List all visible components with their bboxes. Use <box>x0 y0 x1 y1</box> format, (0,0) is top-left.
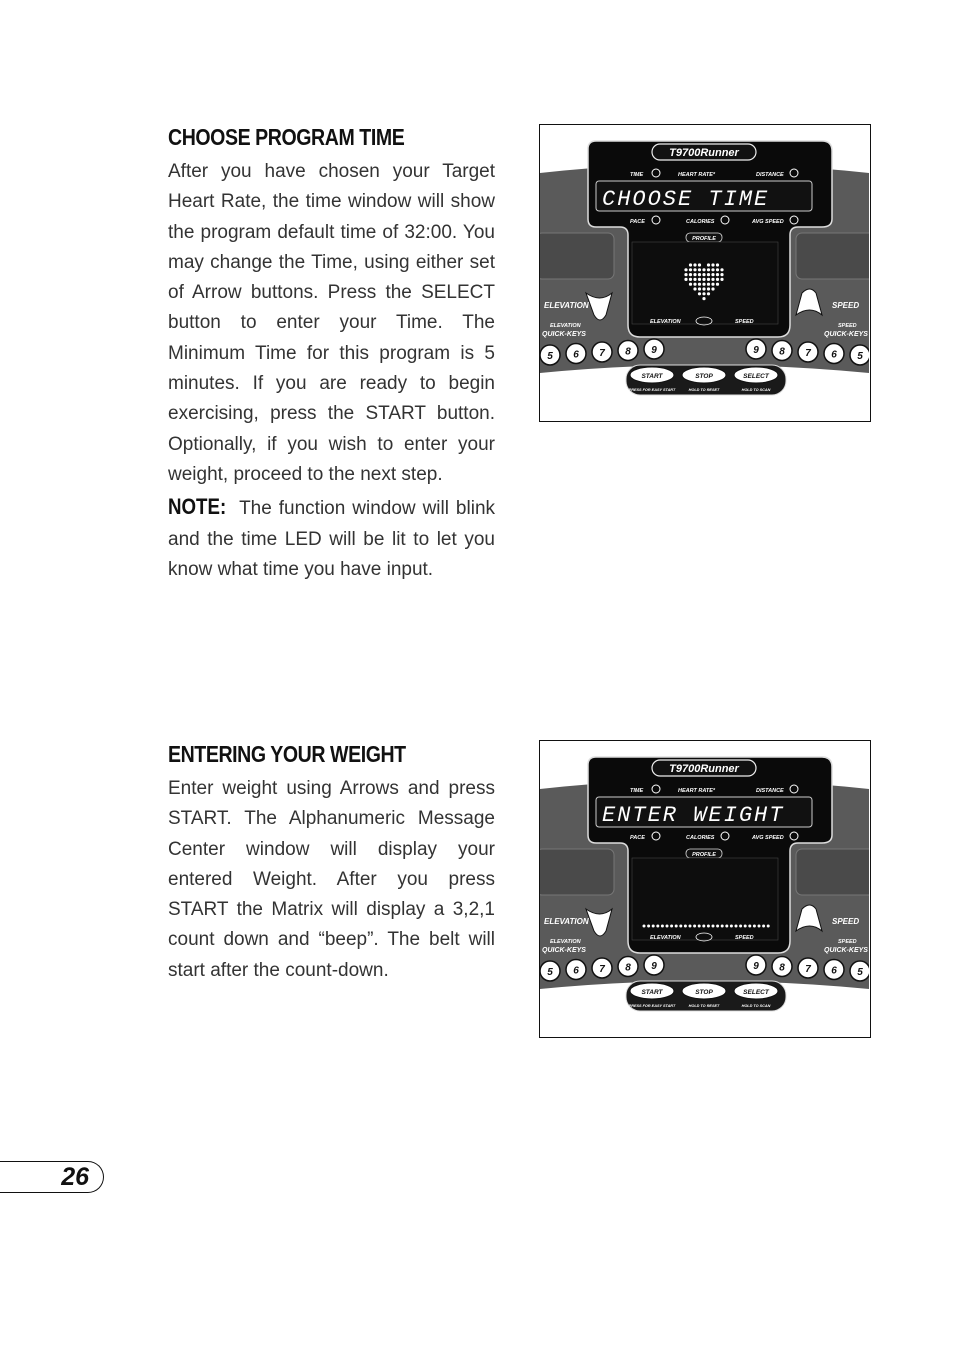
matrix-dot <box>693 278 696 281</box>
right-window <box>796 849 869 895</box>
start-button-label: START <box>641 373 663 380</box>
speed-label: SPEED <box>832 301 860 310</box>
select-button-label: SELECT <box>743 373 769 380</box>
matrix-dot <box>684 278 687 281</box>
matrix-dot <box>698 263 701 266</box>
left-quick-keys-label: QUICK-KEYS <box>542 331 586 338</box>
quick-key-label: 7 <box>805 964 811 975</box>
quick-key-label: 9 <box>753 345 759 356</box>
matrix-dot <box>739 925 742 928</box>
elevation-small-label: ELEVATION <box>550 939 581 945</box>
message-display: CHOOSE TIME <box>602 187 770 212</box>
matrix-dot <box>720 268 723 271</box>
matrix-dot <box>670 925 673 928</box>
quick-key-label: 6 <box>573 965 579 977</box>
quick-key-label: 9 <box>651 961 657 972</box>
matrix-dot <box>693 925 696 928</box>
matrix-dot <box>689 273 692 276</box>
quick-key-label: 9 <box>753 961 759 972</box>
matrix-dot <box>675 925 678 928</box>
distance-label: DISTANCE <box>756 172 784 178</box>
profile-matrix <box>632 858 778 940</box>
matrix-dot <box>698 287 701 290</box>
matrix-dot <box>707 283 710 286</box>
matrix-dot <box>767 925 770 928</box>
heart-rate-label: HEART RATE* <box>678 172 716 178</box>
matrix-dot <box>711 268 714 271</box>
matrix-dot <box>716 283 719 286</box>
quick-key-label: 5 <box>857 351 863 362</box>
matrix-dot <box>711 263 714 266</box>
quick-key-label: 6 <box>831 965 837 977</box>
heart-rate-label: HEART RATE* <box>678 788 716 794</box>
stop-button-label: STOP <box>695 989 713 996</box>
matrix-dot <box>689 278 692 281</box>
quick-key-label: 7 <box>599 964 605 975</box>
matrix-dot <box>748 925 751 928</box>
section-heading: ENTERING YOUR WEIGHT <box>168 741 406 767</box>
matrix-dot <box>684 268 687 271</box>
matrix-dot <box>698 292 701 295</box>
quick-key-label: 8 <box>779 962 785 974</box>
matrix-dot <box>716 273 719 276</box>
matrix-dot <box>693 268 696 271</box>
matrix-dot <box>721 925 724 928</box>
right-quick-keys-label: QUICK-KEYS <box>824 331 868 338</box>
select-button-label: SELECT <box>743 989 769 996</box>
matrix-dot <box>693 273 696 276</box>
section-entering-weight <box>168 741 495 986</box>
section-body: Enter weight using Arrows and press START. The Alphanumeric Message Center window will display your entered Weight. After you press START the Matrix will display a 3,2,1 count down and “beep”. The belt will start after the count-down. <box>168 778 495 981</box>
matrix-dot <box>698 925 701 928</box>
matrix-dot <box>684 925 687 928</box>
start-button-hint: PRESS FOR EASY START <box>628 1004 676 1008</box>
start-button-hint: PRESS FOR EASY START <box>628 388 676 392</box>
matrix-dot <box>702 925 705 928</box>
matrix-dot <box>711 273 714 276</box>
start-button-label: START <box>641 989 663 996</box>
matrix-dot <box>711 278 714 281</box>
matrix-dot <box>753 925 756 928</box>
matrix-dot <box>707 268 710 271</box>
matrix-dot <box>707 292 710 295</box>
matrix-dot <box>702 297 705 300</box>
matrix-dot <box>693 283 696 286</box>
brand-label: T9700Runner <box>669 763 739 775</box>
matrix-dot <box>707 273 710 276</box>
matrix-dot <box>679 925 682 928</box>
matrix-dot <box>661 925 664 928</box>
matrix-dot <box>716 268 719 271</box>
matrix-dot <box>707 263 710 266</box>
note-paragraph <box>168 492 495 585</box>
matrix-dot <box>652 925 655 928</box>
quick-key-label: 9 <box>651 345 657 356</box>
matrix-elevation-label: ELEVATION <box>650 935 681 941</box>
quick-key-label: 8 <box>625 346 631 358</box>
matrix-dot <box>702 287 705 290</box>
matrix-dot <box>720 278 723 281</box>
matrix-dot <box>698 278 701 281</box>
quick-key-label: 6 <box>831 349 837 361</box>
matrix-dot <box>689 263 692 266</box>
matrix-speed-label: SPEED <box>735 319 754 325</box>
matrix-dot <box>744 925 747 928</box>
matrix-speed-label: SPEED <box>735 935 754 941</box>
calories-label: CALORIES <box>686 835 715 841</box>
left-window <box>540 233 614 279</box>
stop-button-label: STOP <box>695 373 713 380</box>
matrix-dot <box>689 268 692 271</box>
matrix-dot <box>702 268 705 271</box>
profile-label: PROFILE <box>692 852 716 858</box>
stop-button-hint: HOLD TO RESET <box>688 1004 720 1008</box>
stop-button-hint: HOLD TO RESET <box>688 388 720 392</box>
quick-key-label: 5 <box>857 967 863 978</box>
matrix-dot <box>716 263 719 266</box>
matrix-dot <box>684 273 687 276</box>
matrix-dot <box>707 278 710 281</box>
distance-label: DISTANCE <box>756 788 784 794</box>
matrix-dot <box>707 925 710 928</box>
brand-label: T9700Runner <box>669 147 739 159</box>
matrix-dot <box>647 925 650 928</box>
matrix-dot <box>702 283 705 286</box>
matrix-dot <box>693 287 696 290</box>
matrix-dot <box>720 273 723 276</box>
matrix-dot <box>716 925 719 928</box>
left-quick-keys-label: QUICK-KEYS <box>542 947 586 954</box>
speed-small-label: SPEED <box>838 323 857 329</box>
time-label: TIME <box>630 172 644 178</box>
matrix-dot <box>656 925 659 928</box>
matrix-dot <box>698 268 701 271</box>
avg-speed-label: AVG SPEED <box>752 835 784 841</box>
matrix-dot <box>725 925 728 928</box>
console-image-choose-time <box>539 124 871 422</box>
matrix-dot <box>716 278 719 281</box>
matrix-dot <box>666 925 669 928</box>
quick-key-label: 8 <box>779 346 785 358</box>
quick-key-label: 7 <box>805 348 811 359</box>
note-label: NOTE: <box>168 494 227 520</box>
matrix-dot <box>758 925 761 928</box>
section-body: After you have chosen your Target Heart Rate, the time window will show the program default time of 32:00. You may change the Time, using either set of Arrow buttons. Press the SELECT button to enter your Time. The Minimum Time for this program is 5 minutes. If you are ready to begin exercising, press the START button. Optionally, if you wish to enter your weight, proceed to the next step. <box>168 161 495 485</box>
matrix-dot <box>689 925 692 928</box>
matrix-dot <box>707 287 710 290</box>
right-quick-keys-label: QUICK-KEYS <box>824 947 868 954</box>
speed-small-label: SPEED <box>838 939 857 945</box>
quick-key-label: 8 <box>625 962 631 974</box>
elevation-label: ELEVATION <box>544 917 589 926</box>
elevation-small-label: ELEVATION <box>550 323 581 329</box>
matrix-dot <box>702 292 705 295</box>
section-choose-program-time <box>168 124 495 585</box>
select-button-hint: HOLD TO SCAN <box>741 388 771 392</box>
matrix-dot <box>735 925 738 928</box>
speed-label: SPEED <box>832 917 860 926</box>
matrix-dot <box>702 273 705 276</box>
matrix-dot <box>643 925 646 928</box>
matrix-dot <box>711 287 714 290</box>
matrix-dot <box>693 263 696 266</box>
message-display: ENTER WEIGHT <box>602 803 785 828</box>
profile-label: PROFILE <box>692 236 716 242</box>
section-heading: CHOOSE PROGRAM TIME <box>168 124 405 150</box>
matrix-dot <box>712 925 715 928</box>
pace-label: PACE <box>630 835 645 841</box>
time-label: TIME <box>630 788 644 794</box>
matrix-elevation-label: ELEVATION <box>650 319 681 325</box>
calories-label: CALORIES <box>686 219 715 225</box>
avg-speed-label: AVG SPEED <box>752 219 784 225</box>
matrix-dot <box>730 925 733 928</box>
right-window <box>796 233 869 279</box>
console-image-enter-weight <box>539 740 871 1038</box>
select-button-hint: HOLD TO SCAN <box>741 1004 771 1008</box>
quick-key-label: 6 <box>573 349 579 361</box>
pace-label: PACE <box>630 219 645 225</box>
page-number-tab <box>0 1161 104 1193</box>
note-text: The function window will blink and the time LED will be lit to let you know what time you have input. <box>168 498 496 580</box>
page-number: 26 <box>61 1163 89 1191</box>
matrix-dot <box>711 283 714 286</box>
matrix-dot <box>702 278 705 281</box>
left-window <box>540 849 614 895</box>
matrix-dot <box>689 283 692 286</box>
matrix-dot <box>762 925 765 928</box>
matrix-dot <box>698 273 701 276</box>
quick-key-label: 7 <box>599 348 605 359</box>
elevation-label: ELEVATION <box>544 301 589 310</box>
quick-key-label: 5 <box>547 351 553 362</box>
matrix-dot <box>698 283 701 286</box>
quick-key-label: 5 <box>547 967 553 978</box>
